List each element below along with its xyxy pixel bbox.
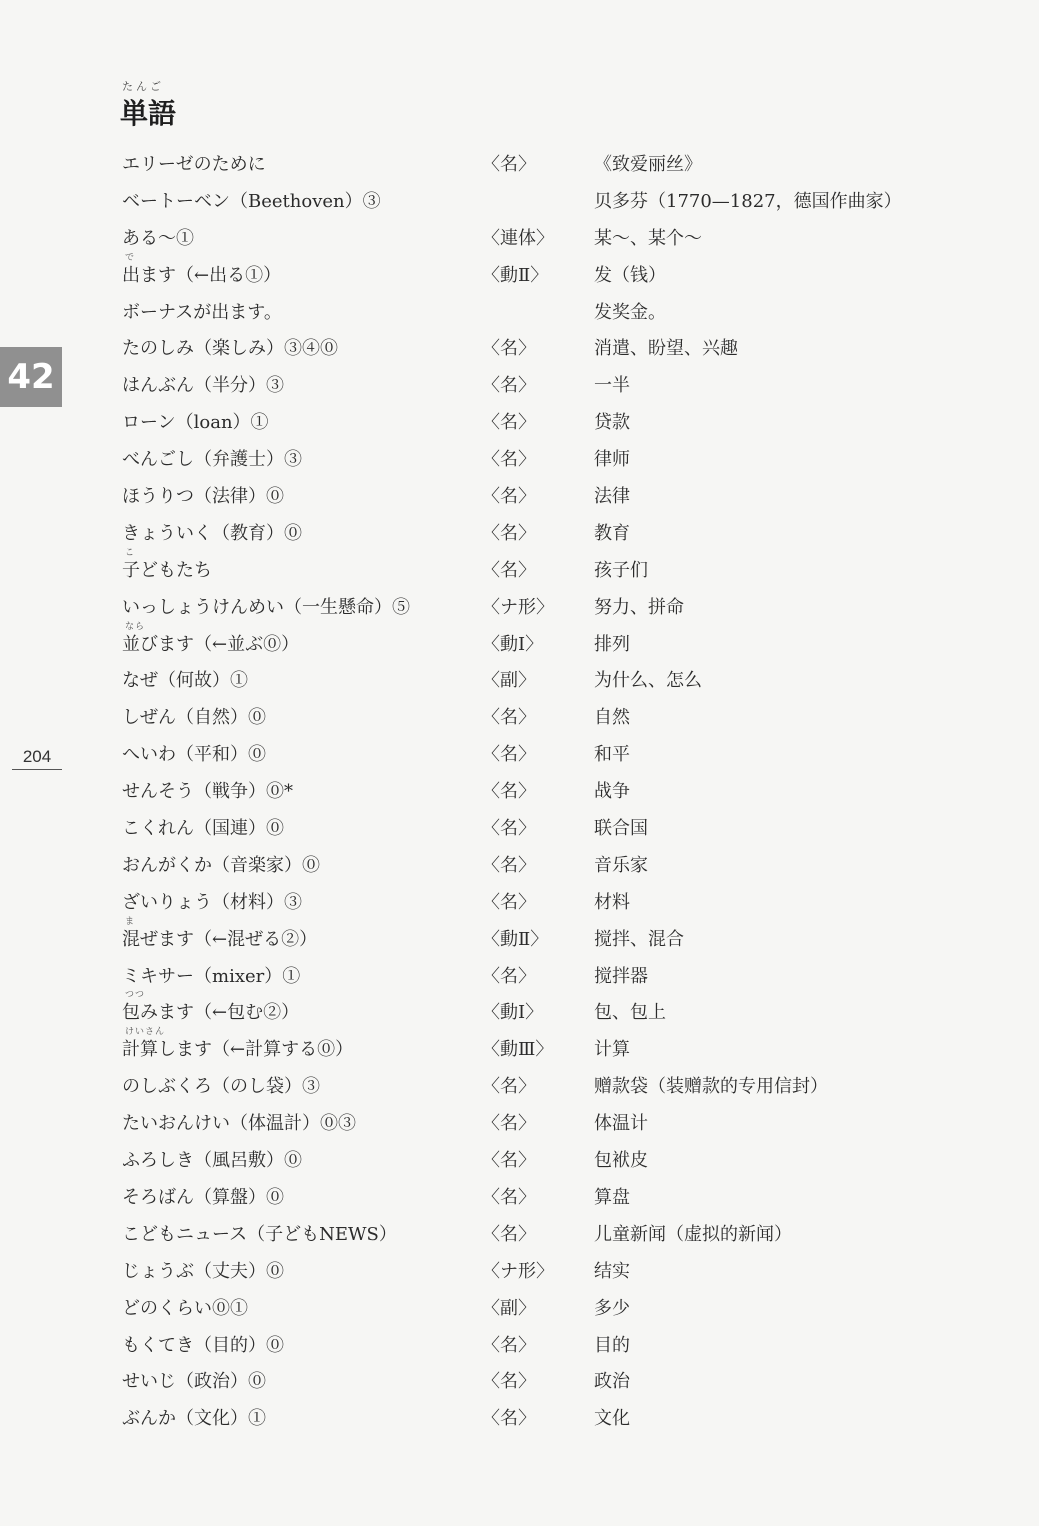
vocab-part-of-speech: 〈ナ形〉 — [482, 596, 554, 618]
vocab-word: のしぶくろ（のし袋）③ — [122, 1076, 320, 1098]
vocab-part-of-speech: 〈名〉 — [482, 1076, 536, 1098]
vocab-part-of-speech: 〈名〉 — [482, 1150, 536, 1172]
vocab-row — [0, 327, 1039, 364]
vocab-meaning: 搅拌、混合 — [594, 928, 684, 950]
vocab-part-of-speech: 〈動Ⅰ〉 — [482, 633, 544, 655]
vocab-part-of-speech: 〈名〉 — [482, 1371, 536, 1393]
vocab-row — [0, 918, 1039, 955]
vocab-word: 混ぜます（←混ぜる②） — [122, 928, 318, 950]
vocab-meaning: 儿童新闻（虚拟的新闻） — [594, 1223, 792, 1245]
vocab-meaning: 算盘 — [594, 1186, 630, 1208]
vocab-meaning: 贷款 — [594, 412, 630, 434]
vocab-row — [0, 401, 1039, 438]
vocab-meaning: 目的 — [594, 1334, 630, 1356]
vocab-meaning: 排列 — [594, 633, 630, 655]
word-ruby: で — [125, 252, 136, 263]
vocab-part-of-speech: 〈名〉 — [482, 707, 536, 729]
vocab-word: ミキサー（mixer）① — [122, 965, 301, 987]
vocab-word: いっしょうけんめい（一生懸命）⑤ — [122, 596, 410, 618]
vocab-word: こくれん（国連）⓪ — [122, 818, 284, 840]
word-ruby: なら — [125, 621, 146, 632]
vocab-meaning: 努力、拼命 — [594, 596, 684, 618]
vocab-part-of-speech: 〈ナ形〉 — [482, 1260, 554, 1282]
vocab-meaning: 计算 — [594, 1039, 630, 1061]
vocab-row — [0, 1250, 1039, 1287]
vocab-meaning: 结实 — [594, 1260, 630, 1282]
heading-ruby: たんご — [122, 80, 164, 93]
vocab-meaning: 音乐家 — [594, 854, 648, 876]
word-ruby: こ — [125, 547, 136, 558]
vocab-row — [0, 1397, 1039, 1434]
vocab-word: こどもニュース（子どもNEWS） — [122, 1223, 397, 1245]
vocab-word: ふろしき（風呂敷）⓪ — [122, 1150, 302, 1172]
vocab-word: はんぶん（半分）③ — [122, 375, 284, 397]
vocab-word: しぜん（自然）⓪ — [122, 707, 266, 729]
vocab-row — [0, 696, 1039, 733]
vocab-row — [0, 586, 1039, 623]
vocab-word: べんごし（弁護士）③ — [122, 449, 302, 471]
vocab-row — [0, 733, 1039, 770]
vocab-word: エリーゼのために — [122, 154, 266, 175]
vocab-word: そろばん（算盤）⓪ — [122, 1186, 284, 1208]
vocab-word: 並びます（←並ぶ⓪） — [122, 633, 300, 655]
vocab-row — [0, 1360, 1039, 1397]
vocab-meaning: 文化 — [594, 1408, 630, 1430]
vocab-meaning: 发（钱） — [594, 264, 666, 286]
vocab-word: ボーナスが出ます。 — [122, 301, 282, 323]
vocab-word: せんそう（戦争）⓪* — [122, 781, 293, 803]
vocab-word: ベートーベン（Beethoven）③ — [122, 190, 381, 212]
vocabulary-list — [0, 143, 1039, 1434]
vocab-meaning: 一半 — [594, 375, 630, 397]
page-number: 204 — [12, 747, 62, 770]
vocab-row — [0, 1102, 1039, 1139]
vocab-meaning: 材料 — [594, 891, 630, 913]
vocab-row — [0, 291, 1039, 328]
vocab-part-of-speech: 〈名〉 — [482, 412, 536, 434]
vocab-word: おんがくか（音楽家）⓪ — [122, 854, 320, 876]
vocab-word: きょういく（教育）⓪ — [122, 522, 302, 544]
vocab-part-of-speech: 〈名〉 — [482, 854, 536, 876]
vocab-part-of-speech: 〈副〉 — [482, 1297, 536, 1319]
vocab-row — [0, 180, 1039, 217]
vocab-meaning: 教育 — [594, 522, 630, 544]
vocab-meaning: 律师 — [594, 449, 630, 471]
vocab-row — [0, 991, 1039, 1028]
vocab-meaning: 战争 — [594, 781, 630, 803]
word-ruby: ま — [125, 916, 136, 927]
vocab-part-of-speech: 〈動Ⅱ〉 — [482, 928, 549, 950]
vocab-meaning: 联合国 — [594, 818, 648, 840]
vocab-meaning: 法律 — [594, 486, 630, 508]
vocab-part-of-speech: 〈連体〉 — [482, 227, 554, 249]
vocab-word: ほうりつ（法律）⓪ — [122, 486, 284, 508]
vocab-word: どのくらい⓪① — [122, 1297, 248, 1319]
vocab-meaning: 和平 — [594, 744, 630, 766]
vocab-part-of-speech: 〈名〉 — [482, 338, 536, 360]
vocab-meaning: 《致爱丽丝》 — [594, 154, 702, 175]
vocab-meaning: 某～、某个～ — [594, 227, 702, 249]
vocab-row — [0, 254, 1039, 291]
vocab-meaning: 包袱皮 — [594, 1150, 648, 1172]
vocab-row — [0, 143, 1039, 180]
vocab-part-of-speech: 〈動Ⅰ〉 — [482, 1002, 544, 1024]
vocab-part-of-speech: 〈名〉 — [482, 818, 536, 840]
vocab-meaning: 为什么、怎么 — [594, 670, 702, 692]
vocab-word: ローン（loan）① — [122, 412, 269, 434]
vocab-row — [0, 623, 1039, 660]
vocab-word: もくてき（目的）⓪ — [122, 1334, 284, 1356]
vocab-part-of-speech: 〈名〉 — [482, 965, 536, 987]
vocab-meaning: 体温计 — [594, 1113, 648, 1135]
lesson-number-tab: 42 — [0, 347, 62, 407]
vocab-part-of-speech: 〈名〉 — [482, 1334, 536, 1356]
vocab-row — [0, 955, 1039, 992]
vocab-part-of-speech: 〈名〉 — [482, 154, 536, 175]
vocab-part-of-speech: 〈名〉 — [482, 744, 536, 766]
vocab-word: ある～① — [122, 227, 194, 249]
vocab-meaning: 贝多芬（1770—1827，德国作曲家） — [594, 190, 902, 212]
vocab-part-of-speech: 〈名〉 — [482, 1408, 536, 1430]
vocab-row — [0, 1176, 1039, 1213]
vocab-meaning: 多少 — [594, 1297, 630, 1319]
vocab-row — [0, 1139, 1039, 1176]
section-heading — [120, 78, 176, 132]
vocab-word: なぜ（何故）① — [122, 670, 248, 692]
vocab-word: たのしみ（楽しみ）③④⓪ — [122, 338, 338, 360]
vocab-part-of-speech: 〈名〉 — [482, 559, 536, 581]
word-ruby: つつ — [125, 990, 146, 1001]
vocab-part-of-speech: 〈名〉 — [482, 449, 536, 471]
vocab-row — [0, 770, 1039, 807]
vocab-part-of-speech: 〈動Ⅱ〉 — [482, 264, 549, 286]
vocab-word: たいおんけい（体温計）⓪③ — [122, 1113, 356, 1135]
vocab-part-of-speech: 〈副〉 — [482, 670, 536, 692]
vocab-meaning: 自然 — [594, 707, 630, 729]
vocab-row — [0, 217, 1039, 254]
vocab-word: 計算します（←計算する⓪） — [122, 1039, 354, 1061]
vocab-meaning: 赠款袋（装赠款的专用信封） — [594, 1076, 828, 1098]
vocab-word: ざいりょう（材料）③ — [122, 891, 302, 913]
vocab-row — [0, 1028, 1039, 1065]
vocab-row — [0, 1287, 1039, 1324]
vocab-row — [0, 844, 1039, 881]
vocab-part-of-speech: 〈名〉 — [482, 891, 536, 913]
vocab-row — [0, 659, 1039, 696]
vocab-meaning: 包、包上 — [594, 1002, 666, 1024]
vocab-word: へいわ（平和）⓪ — [122, 744, 266, 766]
vocab-part-of-speech: 〈名〉 — [482, 1186, 536, 1208]
vocab-word: じょうぶ（丈夫）⓪ — [122, 1260, 284, 1282]
vocab-part-of-speech: 〈名〉 — [482, 781, 536, 803]
vocab-row — [0, 881, 1039, 918]
vocab-part-of-speech: 〈名〉 — [482, 1223, 536, 1245]
vocab-word: ぶんか（文化）① — [122, 1408, 266, 1430]
vocab-part-of-speech: 〈名〉 — [482, 1113, 536, 1135]
vocab-meaning: 政治 — [594, 1371, 630, 1393]
vocab-word: 出ます（←出る①） — [122, 264, 282, 286]
vocab-meaning: 搅拌器 — [594, 965, 648, 987]
vocab-row — [0, 1324, 1039, 1361]
vocab-meaning: 发奖金。 — [594, 301, 666, 323]
vocab-row — [0, 807, 1039, 844]
vocab-row — [0, 475, 1039, 512]
vocab-row — [0, 364, 1039, 401]
vocab-row — [0, 1065, 1039, 1102]
vocab-part-of-speech: 〈動Ⅲ〉 — [482, 1039, 554, 1061]
heading-title: 単語 — [120, 97, 177, 130]
word-ruby: けいさん — [125, 1027, 166, 1038]
vocab-meaning: 消遣、盼望、兴趣 — [594, 338, 738, 360]
vocab-word: 子どもたち — [122, 559, 212, 581]
vocab-row — [0, 549, 1039, 586]
vocab-meaning: 孩子们 — [594, 559, 648, 581]
vocab-word: 包みます（←包む②） — [122, 1002, 300, 1024]
vocab-row — [0, 1213, 1039, 1250]
vocab-part-of-speech: 〈名〉 — [482, 375, 536, 397]
vocab-part-of-speech: 〈名〉 — [482, 486, 536, 508]
vocab-row — [0, 438, 1039, 475]
vocab-row — [0, 512, 1039, 549]
vocab-word: せいじ（政治）⓪ — [122, 1371, 266, 1393]
vocab-part-of-speech: 〈名〉 — [482, 522, 536, 544]
